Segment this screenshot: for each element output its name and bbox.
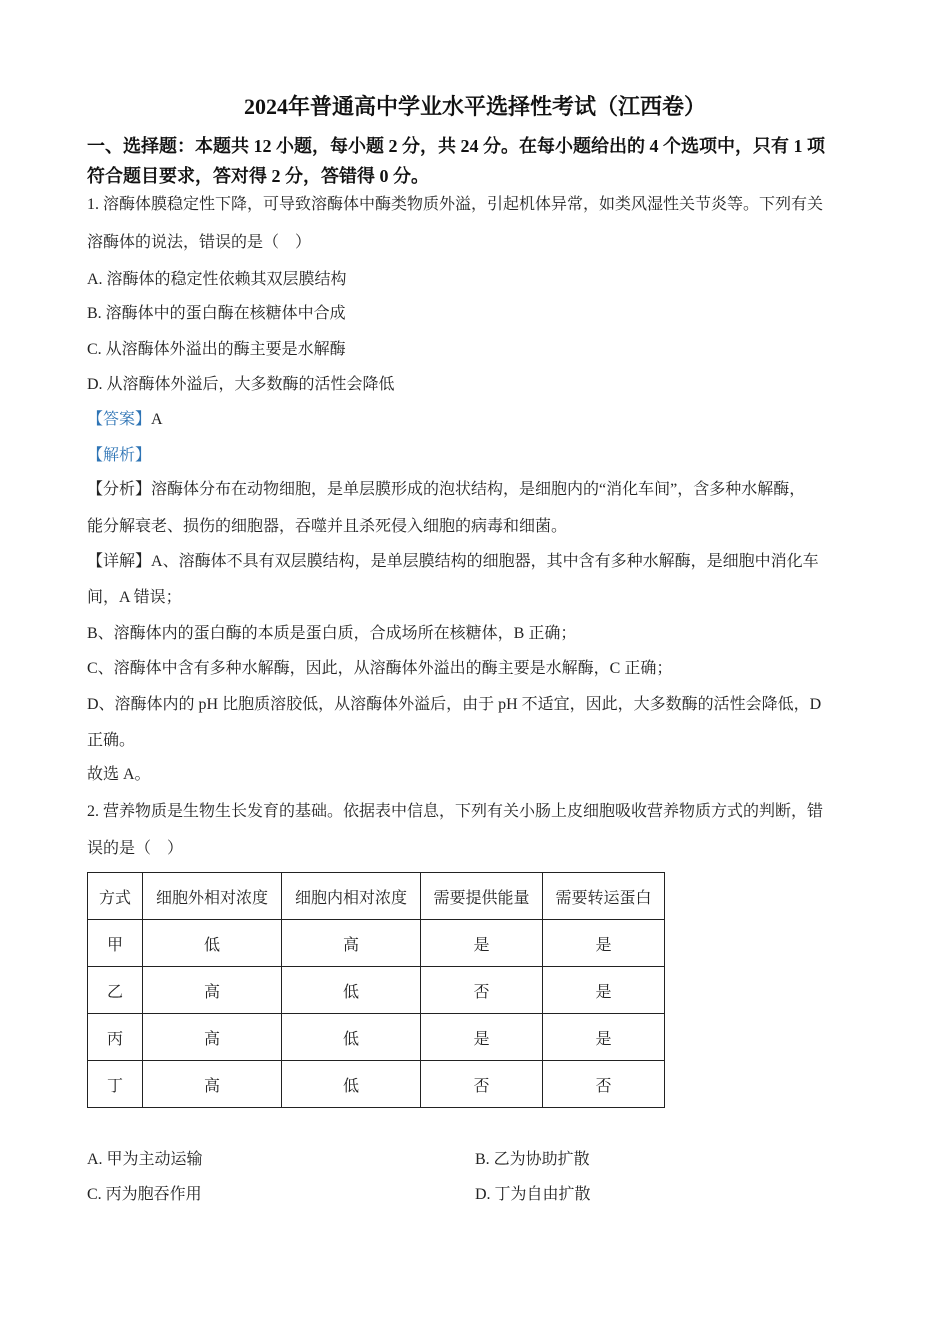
cell: 是 <box>421 920 543 967</box>
question-stem: 溶酶体的说法，错误的是（ ） <box>87 234 312 251</box>
data-table <box>87 872 665 1108</box>
answer-value: A <box>151 411 163 428</box>
cell: 高 <box>143 967 282 1014</box>
cell: 否 <box>543 1061 665 1108</box>
question-stem: 1. 溶酶体膜稳定性下降，可导致溶酶体中酶类物质外溢，引起机体异常，如类风湿性关节炎等。下列有关 <box>87 196 824 213</box>
cell: 低 <box>143 920 282 967</box>
header-cell: 细胞外相对浓度 <box>143 873 282 920</box>
cell: 甲 <box>88 920 143 967</box>
cell: 高 <box>143 1014 282 1061</box>
cell: 是 <box>543 920 665 967</box>
table-row <box>88 920 665 967</box>
question-stem: 误的是（ ） <box>87 840 184 857</box>
header-cell: 需要转运蛋白 <box>543 873 665 920</box>
fenxi-text: 溶酶体分布在动物细胞，是单层膜形成的泡状结构，是细胞内的“消化车间”，含多种水解酶， <box>151 481 806 498</box>
option: C. 从溶酶体外溢出的酶主要是水解酶 <box>87 341 346 358</box>
option: B. 溶酶体中的蛋白酶在核糖体中合成 <box>87 305 346 322</box>
section-heading: 一、选择题：本题共 12 小题，每小题 2 分，共 24 分。在每小题给出的 4 个选项中，只有 1 项 <box>87 136 825 156</box>
cell: 低 <box>282 967 421 1014</box>
cell: 否 <box>421 1061 543 1108</box>
option: A. 甲为主动运输 <box>87 1151 203 1168</box>
cell: 是 <box>421 1014 543 1061</box>
table-header-row <box>88 873 665 920</box>
header-cell: 细胞内相对浓度 <box>282 873 421 920</box>
cell: 低 <box>282 1014 421 1061</box>
xiangjie-label: 【详解】 <box>87 553 152 570</box>
cell: 丙 <box>88 1014 143 1061</box>
table-row <box>88 967 665 1014</box>
question-stem: 2. 营养物质是生物生长发育的基础。依据表中信息，下列有关小肠上皮细胞吸收营养物质方式的判断，错 <box>87 803 824 820</box>
xiangjie-text: 间，A 错误； <box>87 589 182 606</box>
answer <box>87 410 163 430</box>
analysis-label: 【解析】 <box>87 447 152 464</box>
xiangjie-text: D、溶酶体内的 pH 比胞质溶胶低，从溶酶体外溢后，由于 pH 不适宜，因此，大多数酶的活性会降低，D <box>87 696 822 713</box>
cell: 是 <box>543 967 665 1014</box>
header-cell: 需要提供能量 <box>421 873 543 920</box>
fenxi-text: 能分解衰老、损伤的细胞器，吞噬并且杀死侵入细胞的病毒和细菌。 <box>87 518 568 535</box>
cell: 丁 <box>88 1061 143 1108</box>
option: C. 丙为胞吞作用 <box>87 1186 202 1203</box>
cell: 否 <box>421 967 543 1014</box>
option: A. 溶酶体的稳定性依赖其双层膜结构 <box>87 271 347 288</box>
section-heading: 符合题目要求，答对得 2 分，答错得 0 分。 <box>87 166 429 186</box>
option: B. 乙为协助扩散 <box>475 1151 590 1168</box>
cell: 是 <box>543 1014 665 1061</box>
fenxi-label: 【分析】 <box>87 481 152 498</box>
conclusion: 故选 A。 <box>87 766 151 783</box>
cell: 乙 <box>88 967 143 1014</box>
fenxi <box>87 480 805 500</box>
page-title: 2024年普通高中学业水平选择性考试（江西卷） <box>243 94 706 119</box>
table-row <box>88 1061 665 1108</box>
option: D. 从溶酶体外溢后，大多数酶的活性会降低 <box>87 376 395 393</box>
table-row <box>88 1014 665 1061</box>
xiangjie-text: C、溶酶体中含有多种水解酶，因此，从溶酶体外溢出的酶主要是水解酶，C 正确； <box>87 660 673 677</box>
option: D. 丁为自由扩散 <box>475 1186 591 1203</box>
xiangjie-text: 正确。 <box>87 732 136 749</box>
cell: 低 <box>282 1061 421 1108</box>
xiangjie-text: A、溶酶体不具有双层膜结构，是单层膜结构的细胞器，其中含有多种水解酶，是细胞中消化车 <box>151 553 819 570</box>
cell: 高 <box>143 1061 282 1108</box>
answer-label: 【答案】 <box>87 411 152 428</box>
header-cell: 方式 <box>88 873 143 920</box>
xiangjie-text: B、溶酶体内的蛋白酶的本质是蛋白质，合成场所在核糖体，B 正确； <box>87 625 577 642</box>
cell: 高 <box>282 920 421 967</box>
xiangjie <box>87 552 819 572</box>
